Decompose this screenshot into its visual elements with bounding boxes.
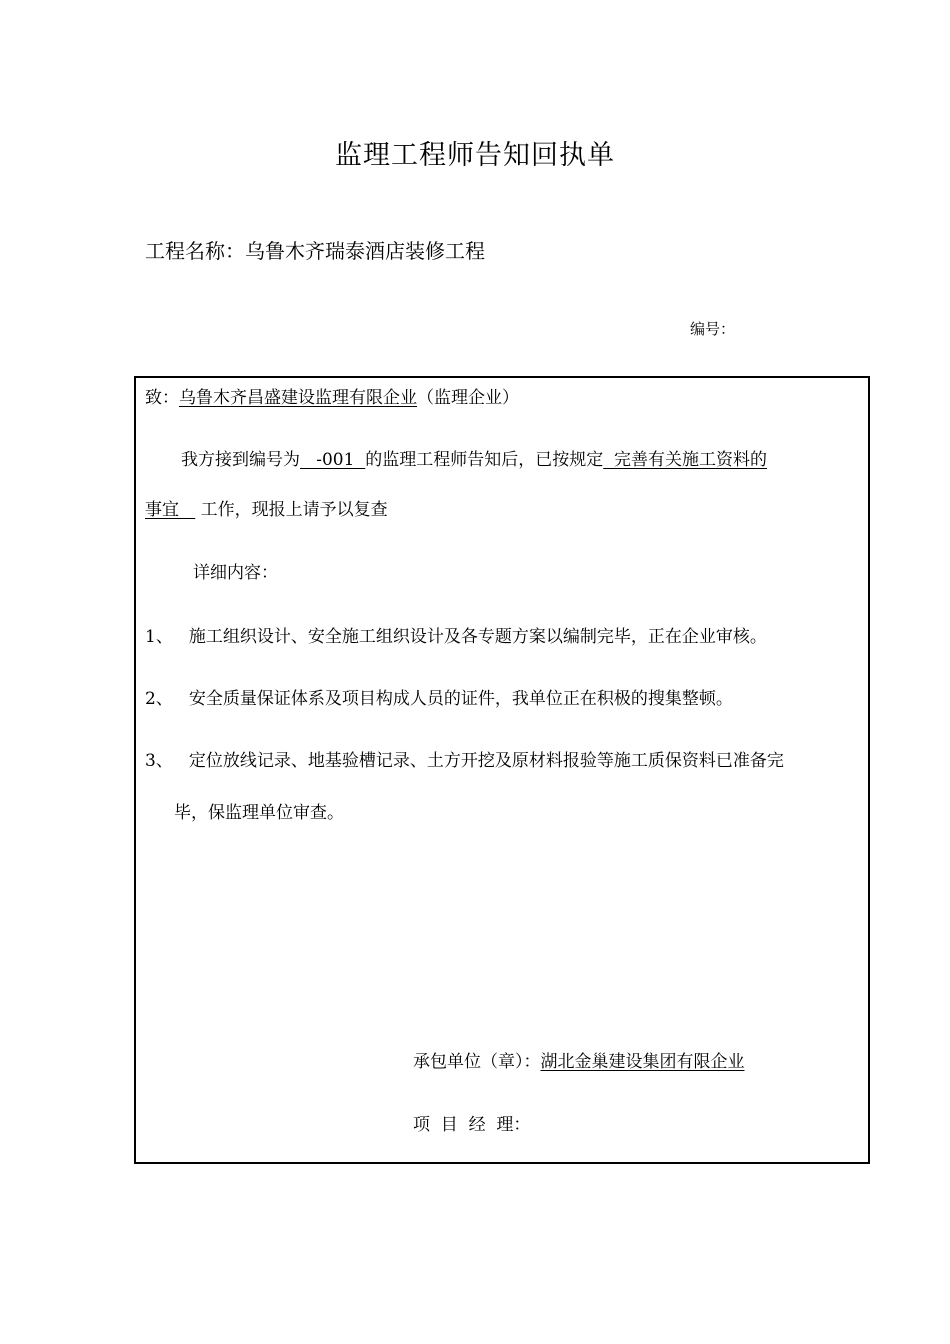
addressee-prefix: 致： [145,388,179,408]
detail-item-number: 1、 [145,627,173,647]
work-content-part1: 完善有关施工资料的 [603,450,768,470]
project-name-label: 工程名称： [145,239,245,263]
document-title: 监理工程师告知回执单 [335,140,615,171]
notice-number-value: -001 [300,450,366,470]
detail-item-number: 2、 [145,689,173,709]
contractor-name: 湖北金巢建设集团有限企业 [540,1052,745,1072]
document-number-label: 编号： [690,320,736,338]
detail-item-3-continued: 毕，保监理单位审查。 [174,803,344,823]
detail-item-1 [145,622,767,647]
project-name-line [145,235,485,264]
body-text-notice: 的监理工程师告知后，已按规定 [365,450,604,470]
body-line-1 [181,445,767,470]
work-content-part2: 事宜 [145,500,196,520]
details-label: 详细内容： [193,563,278,583]
project-manager-label: 项 目 经 理： [413,1115,531,1135]
project-name-value: 乌鲁木齐瑞泰酒店装修工程 [245,239,485,263]
detail-item-text: 施工组织设计、安全施工组织设计及各专题方案以编制完毕，正在企业审核。 [188,627,767,647]
detail-item-2 [145,684,733,709]
detail-item-text: 安全质量保证体系及项目构成人员的证件，我单位正在积极的搜集整顿。 [188,689,733,709]
addressee-org: 乌鲁木齐昌盛建设监理有限企业 [179,388,417,408]
detail-item-text: 定位放线记录、地基验槽记录、土方开挖及原材料报验等施工质保资料已准备完 [188,751,784,771]
detail-item-number: 3、 [145,751,173,771]
contractor-label: 承包单位（章）： [413,1052,541,1072]
addressee-suffix: （监理企业） [417,388,519,408]
detail-item-3 [145,746,784,771]
body-line-2 [145,495,388,520]
addressee-line [145,383,519,408]
contractor-line [413,1047,745,1072]
receipt-form-box [134,376,870,1164]
body-text-request: 工作，现报上请予以复查 [195,500,388,520]
body-text-received: 我方接到编号为 [181,450,300,470]
